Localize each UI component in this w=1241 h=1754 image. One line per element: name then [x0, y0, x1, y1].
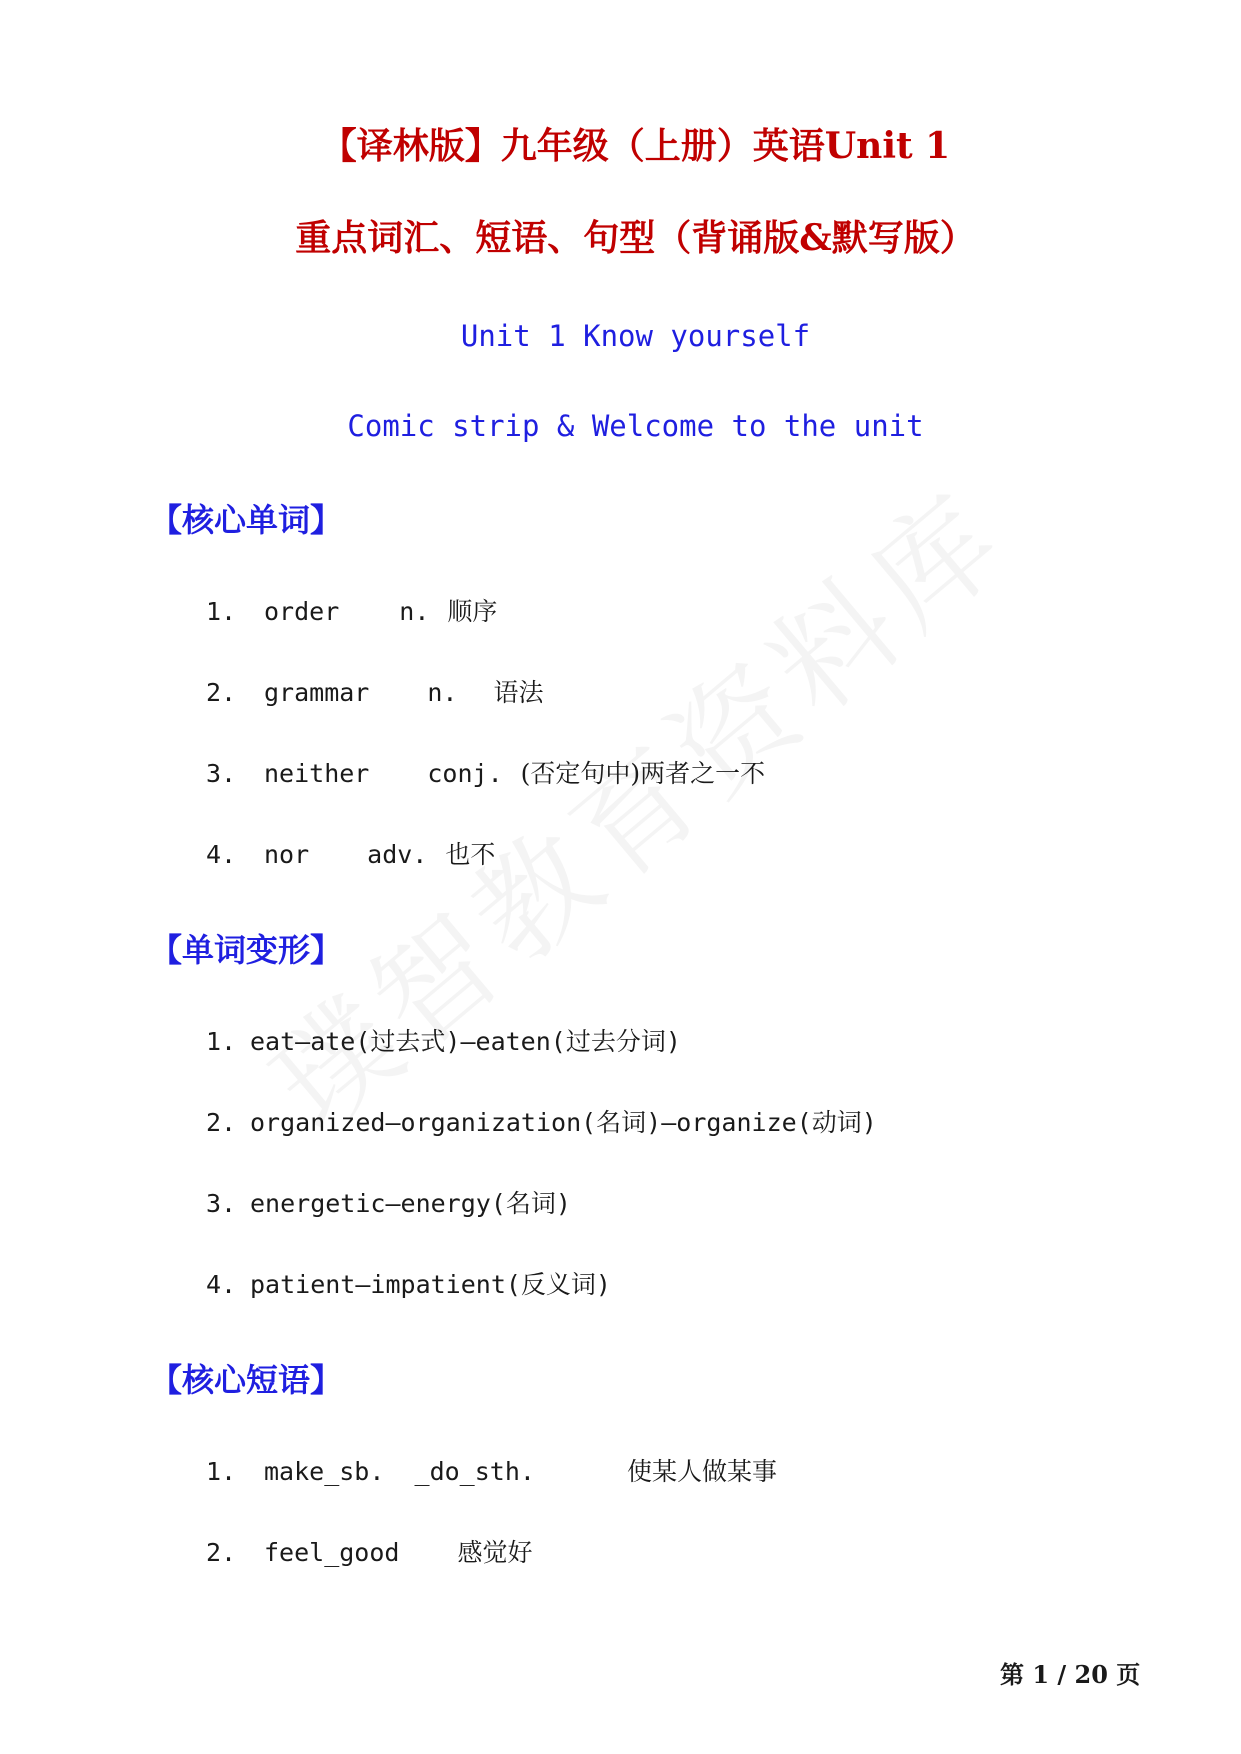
item-meaning: 感觉好: [457, 1538, 533, 1567]
item-number: 1.: [206, 1027, 237, 1056]
item-number: 2.: [206, 1108, 237, 1137]
item-pos: conj.: [427, 759, 503, 788]
item-meaning: 使某人做某事: [626, 1457, 777, 1486]
section-heading-core-words: 【核心单词】: [150, 501, 343, 539]
item-pos: adv.: [367, 840, 428, 869]
list-item: [206, 1268, 611, 1302]
item-text: eat—ate(过去式)—eaten(过去分词): [250, 1027, 681, 1056]
list-item: [206, 838, 495, 872]
item-number: 3.: [206, 759, 237, 788]
item-number: 3.: [206, 1189, 237, 1218]
section-heading-core-phrases: 【核心短语】: [150, 1361, 343, 1399]
list-item: [206, 1187, 571, 1221]
item-number: 4.: [206, 840, 237, 869]
unit-subtitle: Unit 1 Know yourself: [460, 319, 811, 353]
document-title-line-2: 重点词汇、短语、句型（背诵版&默写版）: [295, 217, 976, 259]
lesson-subtitle: Comic strip & Welcome to the unit: [347, 409, 924, 443]
item-pos: n.: [399, 597, 430, 626]
list-item: [206, 1455, 777, 1489]
item-number: 1.: [206, 597, 237, 626]
item-meaning: 顺序: [447, 597, 498, 626]
item-word: grammar: [264, 678, 370, 707]
page-number: 第 1 / 20 页: [1000, 1660, 1141, 1689]
item-word: neither: [264, 759, 370, 788]
item-meaning: (否定句中)两者之一不: [520, 759, 766, 788]
item-text: patient—impatient(反义词): [250, 1270, 611, 1299]
item-meaning: 语法: [493, 678, 544, 707]
list-item: [206, 757, 765, 791]
list-item: [206, 595, 497, 629]
item-phrase: make_sb. _do_sth.: [264, 1457, 535, 1486]
item-number: 2.: [206, 678, 237, 707]
item-phrase: feel_good: [264, 1538, 400, 1567]
item-word: order: [264, 597, 340, 626]
item-meaning: 也不: [445, 840, 496, 869]
item-number: 1.: [206, 1457, 237, 1486]
section-heading-word-forms: 【单词变形】: [150, 931, 343, 969]
list-item: [206, 676, 543, 710]
item-text: energetic—energy(名词): [250, 1189, 571, 1218]
item-number: 2.: [206, 1538, 237, 1567]
item-text: organized—organization(名词)—organize(动词): [250, 1108, 877, 1137]
document-title-line-1: 【译林版】九年级（上册）英语Unit 1: [320, 125, 951, 167]
item-number: 4.: [206, 1270, 237, 1299]
list-item: [206, 1025, 681, 1059]
item-word: nor: [264, 840, 310, 869]
item-pos: n.: [427, 678, 458, 707]
list-item: [206, 1106, 877, 1140]
list-item: [206, 1536, 532, 1570]
